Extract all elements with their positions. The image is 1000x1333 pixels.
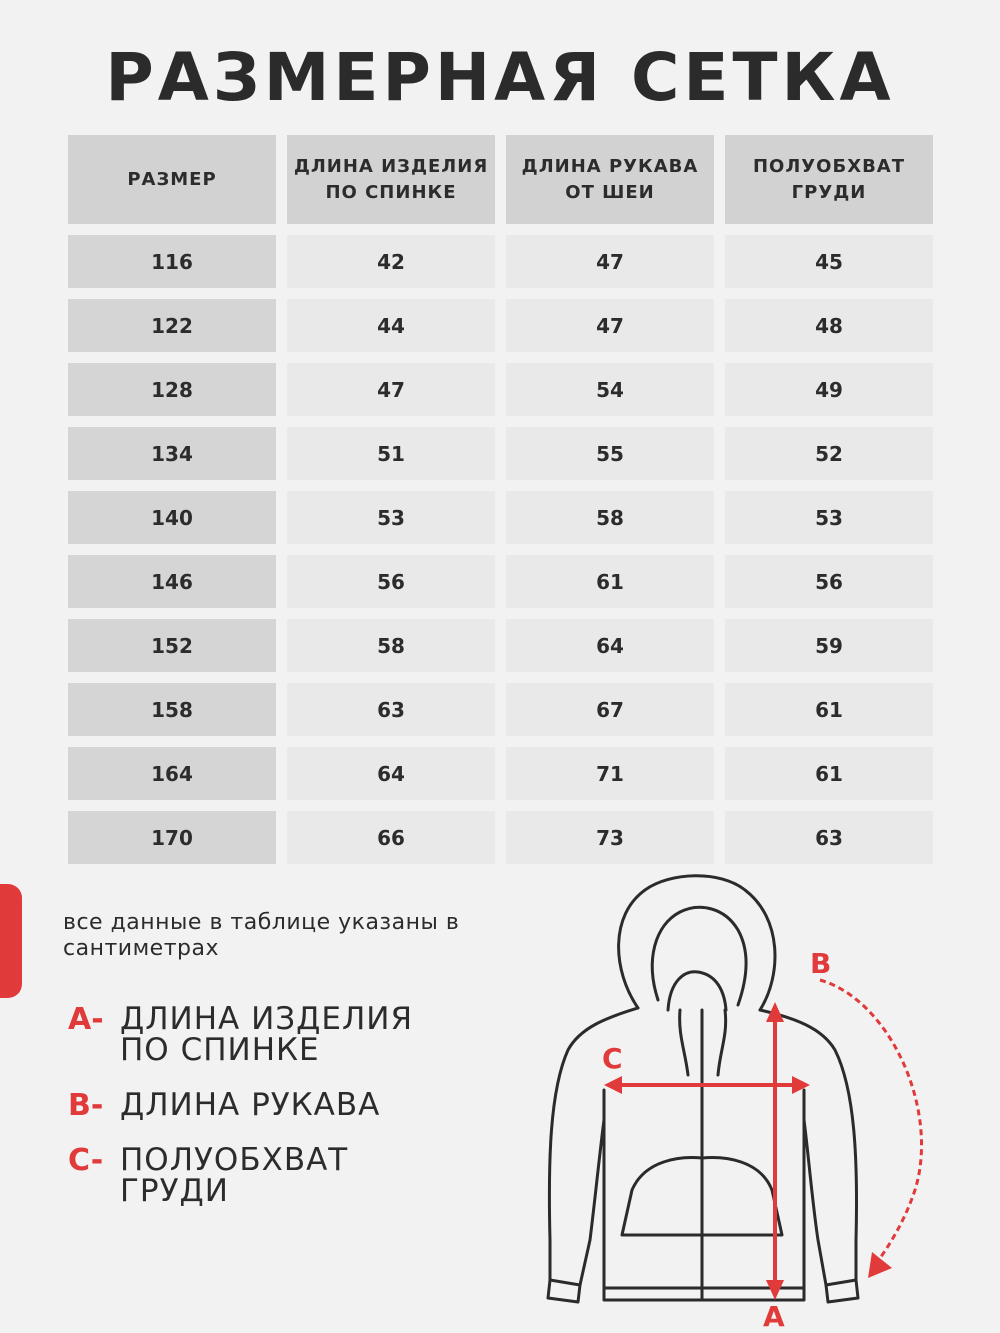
- size-cell: 158: [68, 683, 276, 736]
- legend-text-b: ДЛИНА РУКАВА: [120, 1087, 381, 1123]
- header-sleeve-length: ДЛИНА РУКАВА ОТ ШЕИ: [506, 135, 714, 224]
- size-cell: 146: [68, 555, 276, 608]
- page-title: РАЗМЕРНАЯ СЕТКА: [105, 39, 895, 116]
- size-cell: 164: [68, 747, 276, 800]
- back-length-cell: 42: [287, 235, 495, 288]
- half-chest-cell: 61: [725, 747, 933, 800]
- hoodie-illustration-icon: [520, 860, 980, 1330]
- half-chest-cell: 53: [725, 491, 933, 544]
- back-length-cell: 44: [287, 299, 495, 352]
- sleeve-length-cell: 61: [506, 555, 714, 608]
- back-length-cell: 58: [287, 619, 495, 672]
- diagram-label-c: C: [602, 1042, 623, 1075]
- legend-letter-a: А-: [68, 1002, 104, 1037]
- sleeve-length-cell: 67: [506, 683, 714, 736]
- size-table: [68, 135, 934, 864]
- size-cell: 140: [68, 491, 276, 544]
- size-cell: 128: [68, 363, 276, 416]
- half-chest-cell: 52: [725, 427, 933, 480]
- units-note: все данные в таблице указаны в сантиметрах: [63, 910, 460, 961]
- half-chest-cell: 63: [725, 811, 933, 864]
- sleeve-length-cell: 47: [506, 235, 714, 288]
- sleeve-length-cell: 58: [506, 491, 714, 544]
- legend-text-c: ПОЛУОБХВАТ ГРУДИ: [120, 1142, 349, 1209]
- back-length-cell: 63: [287, 683, 495, 736]
- accent-tab: [0, 884, 22, 998]
- header-size: РАЗМЕР: [68, 135, 276, 224]
- back-length-cell: 64: [287, 747, 495, 800]
- legend-item-c: [68, 1142, 498, 1209]
- sleeve-length-cell: 73: [506, 811, 714, 864]
- half-chest-cell: 49: [725, 363, 933, 416]
- measurement-legend: [68, 1001, 498, 1231]
- half-chest-cell: 59: [725, 619, 933, 672]
- back-length-cell: 47: [287, 363, 495, 416]
- back-length-cell: 53: [287, 491, 495, 544]
- size-cell: 134: [68, 427, 276, 480]
- half-chest-cell: 56: [725, 555, 933, 608]
- back-length-cell: 51: [287, 427, 495, 480]
- diagram-label-a: A: [763, 1300, 785, 1330]
- header-half-chest: ПОЛУОБХВАТ ГРУДИ: [725, 135, 933, 224]
- size-cell: 170: [68, 811, 276, 864]
- half-chest-cell: 45: [725, 235, 933, 288]
- legend-letter-c: C-: [68, 1143, 104, 1178]
- size-cell: 122: [68, 299, 276, 352]
- diagram-label-b: B: [810, 947, 832, 980]
- legend-text-a: ДЛИНА ИЗДЕЛИЯ ПО СПИНКЕ: [120, 1001, 413, 1068]
- sleeve-length-cell: 54: [506, 363, 714, 416]
- legend-item-a: [68, 1001, 498, 1068]
- sleeve-length-cell: 71: [506, 747, 714, 800]
- half-chest-cell: 48: [725, 299, 933, 352]
- sleeve-length-cell: 55: [506, 427, 714, 480]
- legend-letter-b: B-: [68, 1088, 104, 1123]
- sleeve-length-cell: 64: [506, 619, 714, 672]
- legend-item-b: [68, 1087, 498, 1123]
- header-back-length: ДЛИНА ИЗДЕЛИЯ ПО СПИНКЕ: [287, 135, 495, 224]
- back-length-cell: 56: [287, 555, 495, 608]
- half-chest-cell: 61: [725, 683, 933, 736]
- size-cell: 116: [68, 235, 276, 288]
- sleeve-length-cell: 47: [506, 299, 714, 352]
- size-cell: 152: [68, 619, 276, 672]
- back-length-cell: 66: [287, 811, 495, 864]
